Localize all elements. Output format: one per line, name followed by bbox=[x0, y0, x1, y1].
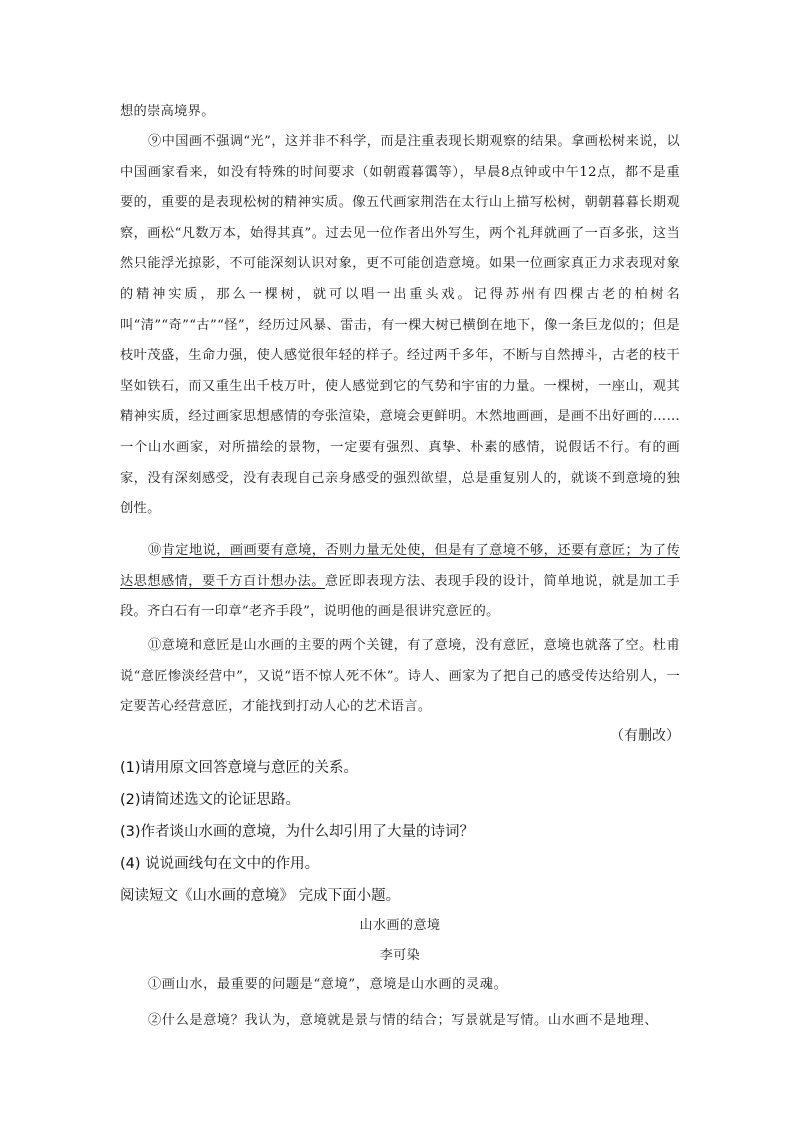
edit-note: （有删改） bbox=[610, 728, 680, 744]
paragraph-11: ⑪意境和意匠是山水画的主要的两个关键，有了意境，没有意匠，意境也就落了空。杜甫说“意匠惨淡经营中”，又说“语不惊人死不休”。诗人、画家为了把自己的感受传达给别人，一定要苦心经营意匠，才能找到打动人心的艺术语言。 bbox=[120, 638, 680, 715]
reading-instruction: 阅读短文《山水画的意境》 完成下面小题。 bbox=[120, 888, 401, 904]
essay2-paragraph-1: ①画山水，最重要的问题是“意境”，意境是山水画的灵魂。 bbox=[148, 977, 508, 992]
paragraph-8-end: 想的崇高境界。 bbox=[120, 104, 215, 119]
paragraph-10 bbox=[120, 536, 680, 628]
question-4: (4) 说说画线句在文中的作用。 bbox=[120, 856, 320, 872]
paragraph-9: ⑨中国画不强调“光”，这并非不科学，而是注重表现长期观察的结果。拿画松树来说，以中国画家看来，如没有特殊的时间要求（如朝霞暮霭等），早晨8点钟或中午12点，都不是重要的，重要的是表现松树的精神实质。像五代画家荆浩在太行山上描写松树，朝朝暮暮长期观察，画松“凡数万本，始得其真”。过去见一位作者出外写生，两个礼拜就画了一百多张，这当然只能浮光掠影，不可能深刻认识对象，更不可能创造意境。如果一位画家真正力求表现对象的精神实质，那么一棵树，就可以唱一出重头戏。记得苏州有四棵古老的柏树名叫“清”“奇”“古”“怪”，经历过风暴、雷击，有一棵大树已横倒在地下，像一条巨龙似的；但是枝叶茂盛，生命力强，使人感觉很年轻的样子。经过两千多年，不断与自然搏斗，古老的枝干坚如铁石，而又重生出千枝万叶，使人感觉到它的气势和宇宙的力量。一棵树，一座山，观其精神实质，经过画家思想感情的夸张渲染，意境会更鲜明。木然地画画，是画不出好画的……一个山水画家，对所描绘的景物，一定要有强烈、真挚、朴素的感情，说假话不行。有的画家，没有深刻感受，没有表现自己亲身感受的强烈欲望，总是重复别人的，就谈不到意境的独创性。 bbox=[120, 134, 680, 517]
question-3: (3)作者谈山水画的意境，为什么却引用了大量的诗词？ bbox=[120, 824, 475, 840]
question-1: (1)请用原文回答意境与意匠的关系。 bbox=[120, 760, 359, 776]
question-2: (2)请简述选文的论证思路。 bbox=[120, 792, 301, 808]
essay2-paragraph-2: ②什么是意境？我认为，意境就是景与情的结合；写景就是写情。山水画不是地理、 bbox=[148, 1013, 659, 1028]
underlined-sentence: 肯定地说，画画要有意境，否则力量无处使，但是有了意境不够，还要有意匠；为了传达思想感情，要千方百计想办法。 bbox=[120, 543, 681, 589]
essay-author: 李可染 bbox=[379, 948, 421, 963]
essay-title: 山水画的意境 bbox=[359, 918, 441, 933]
paragraph-10-rest: 意匠即表现方法、表现手段的设计，简单地说，就是加工手段。齐白石有一印章“老齐手段”，说明他的画是很讲究意匠的。 bbox=[120, 573, 680, 620]
paragraph-10-number: ⑩ bbox=[148, 543, 162, 558]
